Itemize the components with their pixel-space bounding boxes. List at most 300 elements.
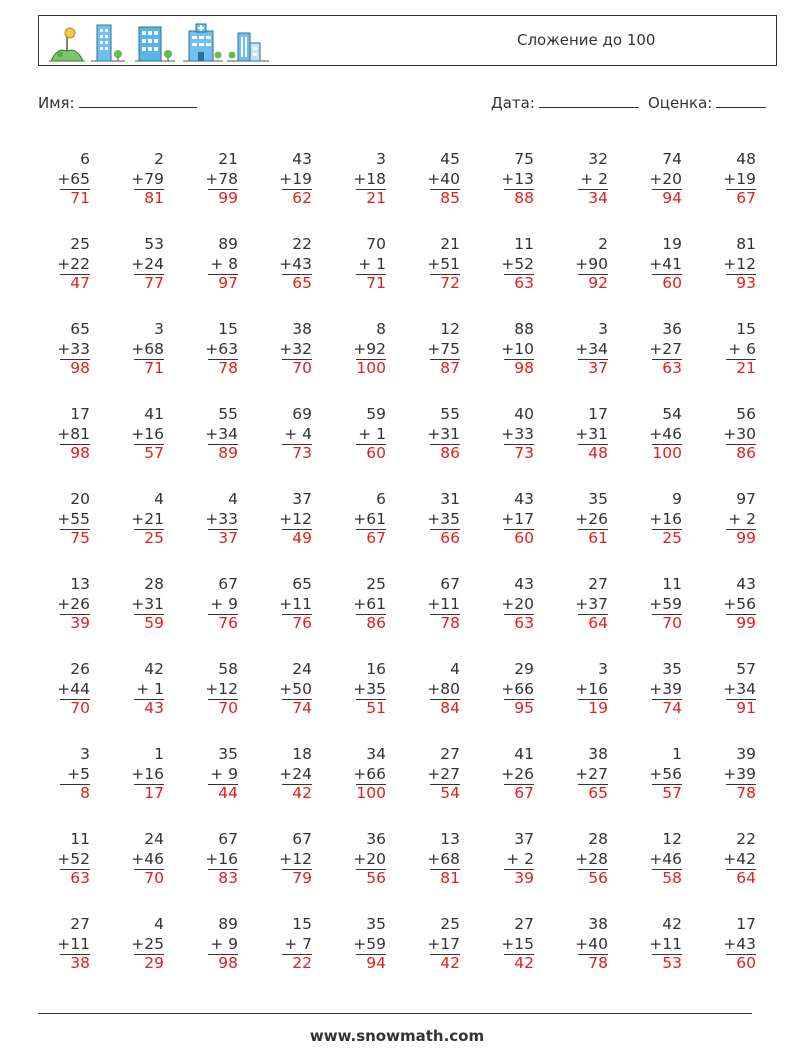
second-addend: +18 <box>353 169 386 188</box>
addition-problem <box>194 830 238 889</box>
first-addend: 16 <box>366 660 386 678</box>
answer: 100 <box>652 444 682 463</box>
second-addend: +17 <box>501 509 534 528</box>
first-addend: 26 <box>70 660 90 678</box>
addition-problem <box>712 235 756 294</box>
first-addend: 18 <box>292 745 312 763</box>
second-addend: +16 <box>205 849 238 868</box>
addition-problem <box>342 660 386 719</box>
first-addend: 67 <box>218 830 238 848</box>
addition-problem <box>268 915 312 974</box>
second-addend: +81 <box>57 424 90 443</box>
second-addend: +56 <box>649 764 682 783</box>
answer: 86 <box>366 614 386 633</box>
second-addend: + 7 <box>284 934 312 953</box>
answer: 88 <box>514 189 534 208</box>
first-addend: 41 <box>144 405 164 423</box>
second-addend: +61 <box>353 594 386 613</box>
answer: 99 <box>218 189 238 208</box>
first-addend: 37 <box>292 490 312 508</box>
addition-problem <box>416 405 460 464</box>
second-addend: +12 <box>279 849 312 868</box>
answer: 39 <box>514 869 534 888</box>
addition-problem <box>638 660 682 719</box>
second-addend: +15 <box>501 934 534 953</box>
answer: 47 <box>70 274 90 293</box>
answer: 64 <box>736 869 756 888</box>
second-addend: +41 <box>649 254 682 273</box>
addition-problem <box>46 150 90 209</box>
hospital-building-icon <box>183 21 223 63</box>
addition-problem <box>46 830 90 889</box>
answer: 70 <box>662 614 682 633</box>
first-addend: 32 <box>588 150 608 168</box>
first-addend: 21 <box>440 235 460 253</box>
answer: 97 <box>218 274 238 293</box>
answer: 79 <box>292 869 312 888</box>
addition-problem <box>194 745 238 804</box>
answer: 25 <box>662 529 682 548</box>
first-addend: 45 <box>440 150 460 168</box>
answer: 93 <box>736 274 756 293</box>
second-addend: +44 <box>57 679 90 698</box>
first-addend: 38 <box>292 320 312 338</box>
first-addend: 15 <box>218 320 238 338</box>
second-addend: +39 <box>723 764 756 783</box>
addition-problem <box>638 235 682 294</box>
addition-problem <box>490 405 534 464</box>
first-addend: 75 <box>514 150 534 168</box>
addition-problem <box>564 575 608 634</box>
second-addend: +66 <box>353 764 386 783</box>
addition-problem <box>120 150 164 209</box>
grade-blank[interactable] <box>716 93 766 108</box>
first-addend: 12 <box>662 830 682 848</box>
answer: 70 <box>218 699 238 718</box>
first-addend: 36 <box>366 830 386 848</box>
answer: 64 <box>588 614 608 633</box>
answer: 58 <box>662 869 682 888</box>
first-addend: 40 <box>514 405 534 423</box>
first-addend: 1 <box>672 745 682 763</box>
addition-problem <box>712 660 756 719</box>
date-field <box>491 93 639 112</box>
first-addend: 4 <box>450 660 460 678</box>
answer: 89 <box>218 444 238 463</box>
second-addend: + 2 <box>580 169 608 188</box>
addition-problem <box>46 745 90 804</box>
addition-problem <box>120 660 164 719</box>
addition-problem <box>564 490 608 549</box>
addition-problem <box>46 575 90 634</box>
addition-problem <box>712 405 756 464</box>
second-addend: +33 <box>57 339 90 358</box>
second-addend: +39 <box>649 679 682 698</box>
answer: 59 <box>144 614 164 633</box>
second-addend: +21 <box>131 509 164 528</box>
second-addend: +40 <box>575 934 608 953</box>
addition-problem <box>490 150 534 209</box>
second-addend: +16 <box>575 679 608 698</box>
first-addend: 4 <box>228 490 238 508</box>
first-addend: 25 <box>440 915 460 933</box>
addition-problem <box>416 745 460 804</box>
answer: 71 <box>144 359 164 378</box>
first-addend: 38 <box>588 745 608 763</box>
date-blank[interactable] <box>539 93 639 108</box>
addition-problem <box>490 575 534 634</box>
addition-problem <box>46 660 90 719</box>
second-addend: + 1 <box>136 679 164 698</box>
addition-problem <box>490 235 534 294</box>
tower-building-icon <box>91 21 125 63</box>
first-addend: 69 <box>292 405 312 423</box>
addition-problem <box>342 575 386 634</box>
first-addend: 4 <box>154 915 164 933</box>
answer: 99 <box>736 614 756 633</box>
first-addend: 67 <box>218 575 238 593</box>
answer: 53 <box>662 954 682 973</box>
first-addend: 17 <box>70 405 90 423</box>
answer: 78 <box>440 614 460 633</box>
answer: 86 <box>736 444 756 463</box>
grade-label: Оценка: <box>648 94 713 112</box>
first-addend: 3 <box>154 320 164 338</box>
addition-problem <box>564 405 608 464</box>
second-addend: +80 <box>427 679 460 698</box>
addition-problem <box>46 490 90 549</box>
first-addend: 11 <box>70 830 90 848</box>
first-addend: 55 <box>218 405 238 423</box>
addition-problem <box>490 915 534 974</box>
answer: 94 <box>366 954 386 973</box>
addition-problem <box>268 745 312 804</box>
answer: 78 <box>588 954 608 973</box>
first-addend: 8 <box>376 320 386 338</box>
addition-problem <box>120 490 164 549</box>
city-buildings-icon <box>227 21 269 63</box>
addition-problem <box>564 830 608 889</box>
first-addend: 28 <box>588 830 608 848</box>
first-addend: 81 <box>736 235 756 253</box>
first-addend: 17 <box>588 405 608 423</box>
first-addend: 25 <box>70 235 90 253</box>
first-addend: 70 <box>366 235 386 253</box>
first-addend: 88 <box>514 320 534 338</box>
addition-problem <box>416 915 460 974</box>
answer: 66 <box>440 529 460 548</box>
answer: 78 <box>218 359 238 378</box>
addition-problem <box>416 490 460 549</box>
addition-problem <box>712 830 756 889</box>
second-addend: +31 <box>575 424 608 443</box>
answer: 98 <box>514 359 534 378</box>
answer: 99 <box>736 529 756 548</box>
addition-problem <box>564 235 608 294</box>
answer: 21 <box>366 189 386 208</box>
first-addend: 27 <box>440 745 460 763</box>
second-addend: +65 <box>57 169 90 188</box>
addition-problem <box>712 490 756 549</box>
answer: 87 <box>440 359 460 378</box>
addition-problem <box>194 320 238 379</box>
second-addend: +78 <box>205 169 238 188</box>
second-addend: +32 <box>279 339 312 358</box>
answer: 63 <box>514 614 534 633</box>
answer: 67 <box>736 189 756 208</box>
second-addend: +46 <box>649 424 682 443</box>
addition-problem <box>564 660 608 719</box>
second-addend: +52 <box>501 254 534 273</box>
answer: 92 <box>588 274 608 293</box>
answer: 65 <box>588 784 608 803</box>
answer: 43 <box>144 699 164 718</box>
first-addend: 35 <box>588 490 608 508</box>
addition-problem <box>120 405 164 464</box>
addition-problem <box>46 915 90 974</box>
first-addend: 48 <box>736 150 756 168</box>
addition-problem <box>490 490 534 549</box>
answer: 72 <box>440 274 460 293</box>
first-addend: 20 <box>70 490 90 508</box>
second-addend: +26 <box>501 764 534 783</box>
answer: 44 <box>218 784 238 803</box>
answer: 98 <box>70 359 90 378</box>
second-addend: + 4 <box>284 424 312 443</box>
first-addend: 57 <box>736 660 756 678</box>
answer: 77 <box>144 274 164 293</box>
first-addend: 29 <box>514 660 534 678</box>
first-addend: 54 <box>662 405 682 423</box>
second-addend: +11 <box>427 594 460 613</box>
second-addend: +12 <box>279 509 312 528</box>
second-addend: +34 <box>205 424 238 443</box>
addition-problem <box>416 830 460 889</box>
answer: 42 <box>440 954 460 973</box>
first-addend: 15 <box>736 320 756 338</box>
addition-problem <box>416 575 460 634</box>
answer: 37 <box>588 359 608 378</box>
second-addend: +40 <box>427 169 460 188</box>
answer: 42 <box>514 954 534 973</box>
second-addend: +37 <box>575 594 608 613</box>
footer-website: www.snowmath.com <box>309 1027 485 1045</box>
addition-problem <box>490 320 534 379</box>
first-addend: 19 <box>662 235 682 253</box>
answer: 81 <box>440 869 460 888</box>
addition-problem <box>342 745 386 804</box>
answer: 51 <box>366 699 386 718</box>
addition-problem <box>120 830 164 889</box>
answer: 86 <box>440 444 460 463</box>
first-addend: 2 <box>154 150 164 168</box>
first-addend: 56 <box>736 405 756 423</box>
first-addend: 25 <box>366 575 386 593</box>
addition-problem <box>268 405 312 464</box>
answer: 65 <box>292 274 312 293</box>
answer: 29 <box>144 954 164 973</box>
first-addend: 58 <box>218 660 238 678</box>
first-addend: 42 <box>662 915 682 933</box>
answer: 37 <box>218 529 238 548</box>
name-field <box>38 93 197 112</box>
addition-problem <box>712 575 756 634</box>
second-addend: +11 <box>649 934 682 953</box>
answer: 63 <box>514 274 534 293</box>
answer: 100 <box>356 784 386 803</box>
addition-problem <box>342 490 386 549</box>
second-addend: +20 <box>353 849 386 868</box>
addition-problem <box>342 915 386 974</box>
second-addend: +33 <box>205 509 238 528</box>
first-addend: 43 <box>292 150 312 168</box>
second-addend: + 2 <box>506 849 534 868</box>
first-addend: 89 <box>218 235 238 253</box>
first-addend: 13 <box>70 575 90 593</box>
first-addend: 22 <box>292 235 312 253</box>
second-addend: +35 <box>427 509 460 528</box>
answer: 84 <box>440 699 460 718</box>
addition-problem <box>416 660 460 719</box>
answer: 78 <box>736 784 756 803</box>
second-addend: +30 <box>723 424 756 443</box>
addition-problem <box>268 660 312 719</box>
answer: 56 <box>366 869 386 888</box>
answer: 60 <box>514 529 534 548</box>
answer: 57 <box>662 784 682 803</box>
header-illustrations <box>47 21 267 63</box>
addition-problem <box>342 320 386 379</box>
first-addend: 27 <box>70 915 90 933</box>
addition-problem <box>638 745 682 804</box>
addition-problem <box>268 490 312 549</box>
addition-problem <box>342 830 386 889</box>
first-addend: 27 <box>514 915 534 933</box>
first-addend: 3 <box>376 150 386 168</box>
addition-problem <box>120 915 164 974</box>
second-addend: +92 <box>353 339 386 358</box>
addition-problem <box>638 830 682 889</box>
second-addend: +19 <box>723 169 756 188</box>
name-blank[interactable] <box>79 93 197 108</box>
addition-problem <box>194 235 238 294</box>
addition-problem <box>564 150 608 209</box>
answer: 70 <box>144 869 164 888</box>
addition-problem <box>194 405 238 464</box>
addition-problem <box>120 320 164 379</box>
answer: 83 <box>218 869 238 888</box>
second-addend: +50 <box>279 679 312 698</box>
second-addend: +33 <box>501 424 534 443</box>
second-addend: + 1 <box>358 254 386 273</box>
answer: 42 <box>292 784 312 803</box>
answer: 74 <box>662 699 682 718</box>
addition-problem <box>268 320 312 379</box>
second-addend: +12 <box>205 679 238 698</box>
addition-problem <box>490 745 534 804</box>
addition-problem <box>120 575 164 634</box>
addition-problem <box>268 150 312 209</box>
second-addend: +90 <box>575 254 608 273</box>
page-title: Сложение до 100 <box>517 31 656 49</box>
first-addend: 67 <box>292 830 312 848</box>
second-addend: +51 <box>427 254 460 273</box>
second-addend: +42 <box>723 849 756 868</box>
addition-problem <box>638 490 682 549</box>
addition-problem <box>342 405 386 464</box>
first-addend: 17 <box>736 915 756 933</box>
addition-problem <box>46 235 90 294</box>
answer: 57 <box>144 444 164 463</box>
footer-divider <box>38 1013 752 1014</box>
answer: 22 <box>292 954 312 973</box>
addition-problem <box>564 320 608 379</box>
addition-problem <box>46 405 90 464</box>
first-addend: 67 <box>440 575 460 593</box>
addition-problem <box>342 150 386 209</box>
second-addend: +11 <box>57 934 90 953</box>
answer: 67 <box>514 784 534 803</box>
first-addend: 28 <box>144 575 164 593</box>
first-addend: 35 <box>366 915 386 933</box>
answer: 85 <box>440 189 460 208</box>
second-addend: +26 <box>57 594 90 613</box>
second-addend: + 1 <box>358 424 386 443</box>
first-addend: 24 <box>144 830 164 848</box>
first-addend: 37 <box>514 830 534 848</box>
second-addend: +27 <box>649 339 682 358</box>
answer: 60 <box>366 444 386 463</box>
addition-problem <box>564 745 608 804</box>
grade-field <box>648 93 766 112</box>
second-addend: + 9 <box>210 594 238 613</box>
first-addend: 43 <box>736 575 756 593</box>
answer: 63 <box>70 869 90 888</box>
answer: 76 <box>218 614 238 633</box>
answer: 76 <box>292 614 312 633</box>
second-addend: +28 <box>575 849 608 868</box>
addition-problem <box>268 235 312 294</box>
answer: 81 <box>144 189 164 208</box>
first-addend: 39 <box>736 745 756 763</box>
addition-problem <box>638 915 682 974</box>
first-addend: 97 <box>736 490 756 508</box>
second-addend: +61 <box>353 509 386 528</box>
second-addend: +56 <box>723 594 756 613</box>
first-addend: 59 <box>366 405 386 423</box>
name-label: Имя: <box>38 94 75 112</box>
addition-problem <box>638 575 682 634</box>
second-addend: +68 <box>427 849 460 868</box>
second-addend: + 8 <box>210 254 238 273</box>
first-addend: 4 <box>154 490 164 508</box>
addition-problem <box>268 830 312 889</box>
second-addend: +20 <box>501 594 534 613</box>
first-addend: 43 <box>514 575 534 593</box>
addition-problem <box>194 915 238 974</box>
addition-problem <box>712 745 756 804</box>
answer: 62 <box>292 189 312 208</box>
answer: 8 <box>80 784 90 803</box>
answer: 91 <box>736 699 756 718</box>
first-addend: 6 <box>80 150 90 168</box>
addition-problem <box>268 575 312 634</box>
first-addend: 12 <box>440 320 460 338</box>
first-addend: 15 <box>292 915 312 933</box>
first-addend: 35 <box>662 660 682 678</box>
answer: 70 <box>292 359 312 378</box>
second-addend: +46 <box>649 849 682 868</box>
